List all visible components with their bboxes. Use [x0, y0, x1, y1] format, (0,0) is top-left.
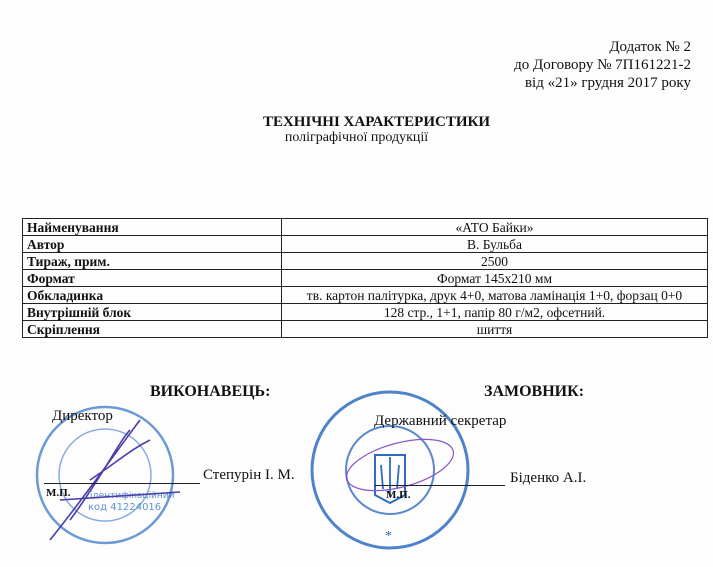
page-subtitle: поліграфічної продукції: [284, 130, 429, 145]
executor-position: Директор: [52, 408, 113, 424]
specs-table: [22, 218, 708, 338]
customer-signature-line: [375, 485, 505, 486]
spec-label: Автор: [23, 236, 282, 253]
spec-label: Внутрішній блок: [23, 304, 282, 321]
customer-name: Біденко А.І.: [510, 470, 587, 486]
customer-heading: ЗАМОВНИК:: [484, 383, 585, 400]
spec-row: [23, 321, 708, 338]
contract-date: від «21» грудня 2017 року: [524, 75, 691, 91]
svg-text:ідентифікаційний: ідентифікаційний: [90, 491, 175, 501]
page-title: ТЕХНІЧНІ ХАРАКТЕРИСТИКИ: [262, 114, 491, 130]
executor-name: Степурін І. М.: [203, 467, 295, 483]
spec-value: Формат 145х210 мм: [282, 270, 708, 287]
spec-row: [23, 236, 708, 253]
spec-value: 128 стр., 1+1, папір 80 г/м2, офсетний.: [282, 304, 708, 321]
header-annex: [514, 38, 691, 92]
svg-text:*: *: [385, 529, 392, 544]
spec-label: Скріплення: [23, 321, 282, 338]
spec-label: Формат: [23, 270, 282, 287]
spec-row: [23, 270, 708, 287]
customer-stamp: [305, 385, 475, 555]
spec-row: [23, 253, 708, 270]
spec-value: шиття: [282, 321, 708, 338]
spec-row: [23, 219, 708, 236]
executor-seal-mark: М.П.: [46, 487, 71, 499]
spec-label: Найменування: [23, 219, 282, 236]
spec-label: Обкладинка: [23, 287, 282, 304]
spec-value: «АТО Байки»: [282, 219, 708, 236]
spec-row: [23, 287, 708, 304]
executor-heading: ВИКОНАВЕЦЬ:: [150, 383, 271, 400]
contract-number: до Договору № 7П161221-2: [514, 57, 691, 73]
spec-label: Тираж, прим.: [23, 253, 282, 270]
customer-seal-mark: М.П.: [386, 489, 411, 501]
annex-number: Додаток № 2: [609, 39, 691, 55]
customer-position: Державний секретар: [374, 413, 507, 429]
spec-value: тв. картон палітурка, друк 4+0, матова ламінація 1+0, форзац 0+0: [282, 287, 708, 304]
spec-value: 2500: [282, 253, 708, 270]
spec-value: В. Бульба: [282, 236, 708, 253]
svg-text:код 41224016: код 41224016: [88, 502, 162, 513]
spec-row: [23, 304, 708, 321]
executor-signature-line: [44, 483, 200, 484]
